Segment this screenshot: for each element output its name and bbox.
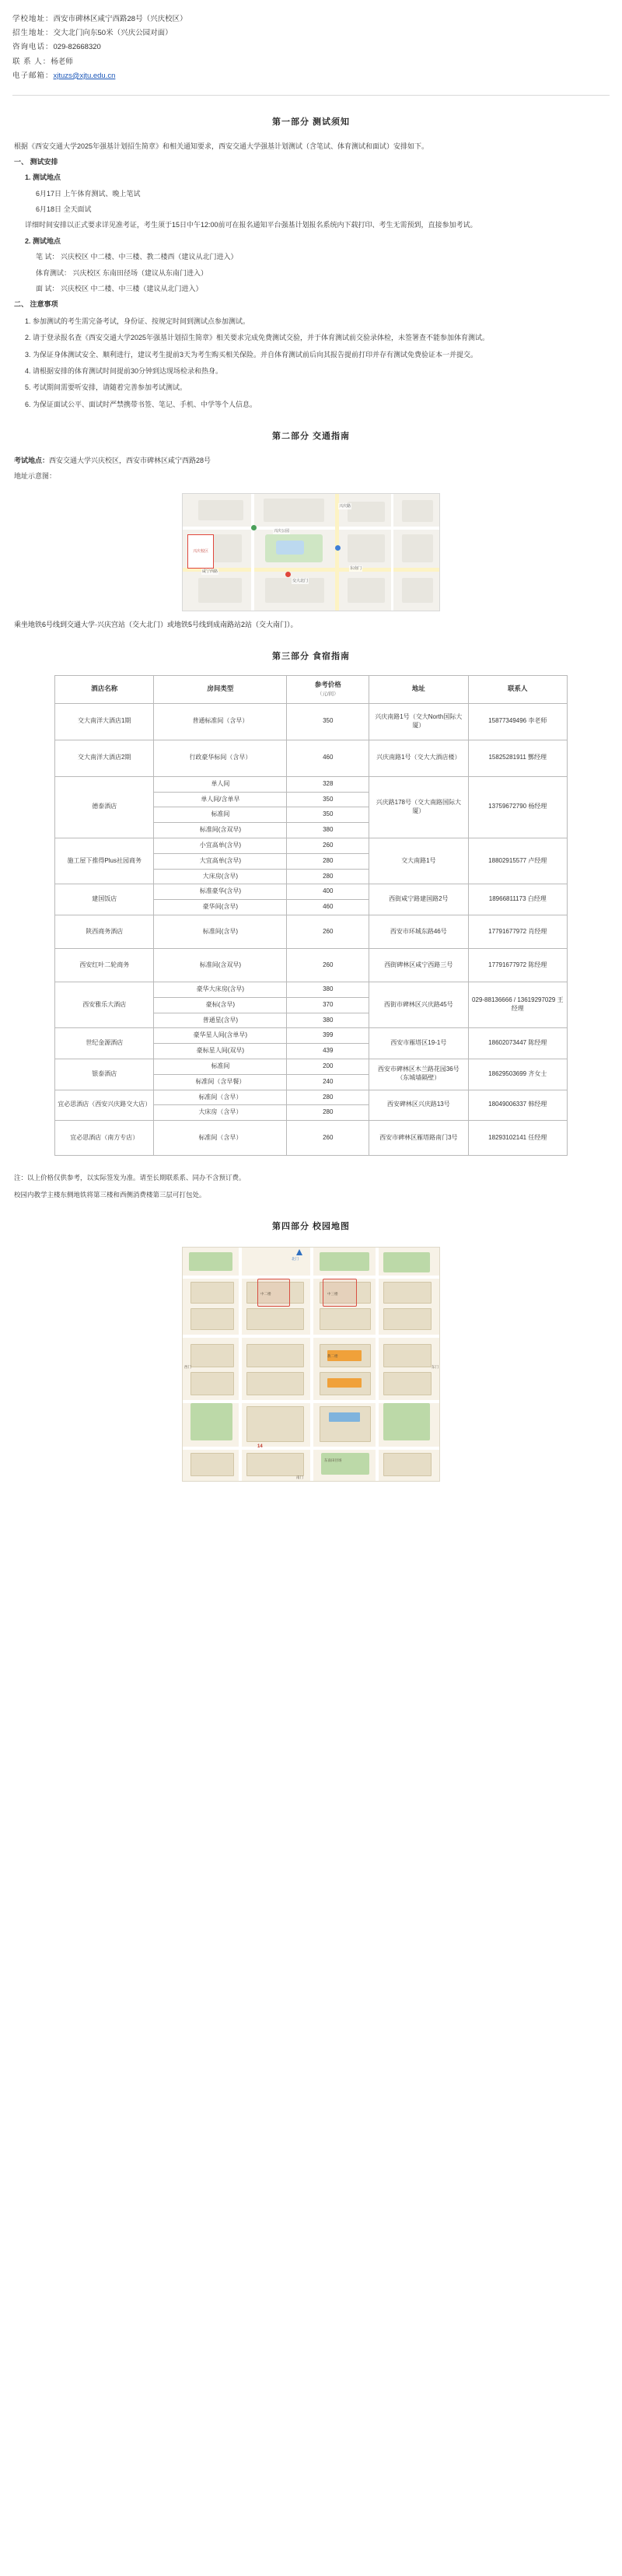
- cell-price: 280: [287, 1105, 369, 1121]
- cell-hotel-name: 西安红叶二轮商务: [55, 948, 154, 982]
- part3-footnotes: [0, 1156, 622, 1200]
- table-row: [55, 703, 568, 740]
- location-map[interactable]: [182, 493, 440, 611]
- cell-address: 西安市环城东路46号: [369, 915, 468, 948]
- campus-label-track: 东南田径场: [324, 1458, 342, 1462]
- campus-label-north-gate: 北门: [292, 1256, 299, 1261]
- cell-contact: 18802915577 卢经理: [468, 838, 567, 884]
- cell-hotel-name: 陕西商务酒店: [55, 915, 154, 948]
- part1-section1-sub: 1. 测试地点: [25, 173, 61, 182]
- map-label-park: 兴庆公园: [274, 528, 290, 534]
- cell-price: 240: [287, 1074, 369, 1090]
- campus-building-12: [246, 1372, 304, 1395]
- cell-hotel-name: 宜必思酒店（西安兴庆路交大店）: [55, 1090, 154, 1121]
- part1-schedule-item-2: 6月18日 全天面试: [36, 205, 92, 214]
- cell-address: 兴庆路178号（交大南路国际大厦）: [369, 776, 468, 838]
- campus-label-east-gate: 东门: [432, 1364, 439, 1369]
- map-road-vertical-3: [391, 494, 393, 611]
- col-price-unit: （元/间）: [316, 691, 339, 697]
- map-block-3: [348, 502, 385, 522]
- col-hotel-name: 酒店名称: [55, 675, 154, 703]
- campus-building-17: [246, 1406, 304, 1442]
- cell-room-type: 标准豪华(含早): [154, 884, 287, 900]
- table-row: [55, 1059, 568, 1074]
- table-row: [55, 884, 568, 900]
- header-line-phone: [12, 41, 610, 53]
- part2-metro-note: 乘坐地铁6号线到交通大学·兴庆宫站（交大北门）或地铁5号线到成南路站2站（交大南门）。: [14, 620, 298, 628]
- campus-road-7: [376, 1248, 379, 1481]
- part1-intro: 根据《西安交通大学2025年强基计划招生简章》和相关通知要求，西安交通大学强基计划测试（含笔试、体育测试和面试）安排如下。: [14, 142, 429, 150]
- map-block-9: [348, 578, 385, 603]
- cell-address: 西安市雁塔区19-1号: [369, 1028, 468, 1059]
- cell-room-type: 豪华星人间(含单早): [154, 1028, 287, 1044]
- cell-address: 兴庆南路1号（交大大酒店楼）: [369, 740, 468, 776]
- map-road-vertical-1: [251, 494, 254, 611]
- cell-address: 西安碑林区兴庆路13号: [369, 1090, 468, 1121]
- cell-address: 西街咸宁路建国路2号: [369, 884, 468, 915]
- part1-place-val-1: 兴庆校区 中二楼、中三楼、教二楼西（建议从北门进入）: [61, 253, 238, 261]
- cell-price: 460: [287, 900, 369, 915]
- cell-hotel-name: 交大南洋大酒店1期: [55, 703, 154, 740]
- cell-room-type: 普通标准间（含早）: [154, 703, 287, 740]
- campus-building-6: [320, 1308, 371, 1330]
- cell-price: 280: [287, 1090, 369, 1105]
- col-room-type: 房间类型: [154, 675, 287, 703]
- contact-header: [0, 0, 622, 89]
- cell-price: 350: [287, 792, 369, 807]
- cell-hotel-name: 宜必思酒店（南方专店）: [55, 1121, 154, 1156]
- value-school-address: 西安市碑林区咸宁西路28号（兴庆校区）: [53, 15, 187, 23]
- campus-building-16: [383, 1372, 432, 1395]
- label-contact: 联 系 人：: [12, 57, 51, 66]
- part2-exam-place-label: 考试地点：: [14, 456, 50, 464]
- cell-contact: 029-88136666 / 13619297029 王经理: [468, 982, 567, 1027]
- campus-green-5: [383, 1403, 430, 1440]
- value-phone: 029-82668320: [53, 43, 101, 52]
- cell-contact: 15825281911 酆经理: [468, 740, 567, 776]
- cell-address: 西安市碑林区雁塔路南门3号: [369, 1121, 468, 1156]
- part1-place-row-2: [14, 268, 608, 278]
- map-block-2: [264, 499, 324, 522]
- part1-note-4: 4. 请根据安排的体育测试时间提前30分钟到达现场检录和热身。: [25, 367, 223, 375]
- campus-building-8: [383, 1308, 432, 1330]
- value-admission-address: 交大北门向东50米（兴庆公园对面）: [53, 29, 173, 38]
- part1-place-row-3: [14, 283, 608, 294]
- part1-section2-sub: 2. 测试地点: [25, 236, 61, 245]
- table-row: [55, 1090, 568, 1105]
- map-label-xianning-road: 咸宁西路: [202, 569, 218, 574]
- map-label-north-gate: 交大北门: [292, 578, 309, 583]
- part1-place-key-1: 笔 试：: [36, 253, 59, 261]
- map-block-4: [402, 500, 433, 522]
- campus-green-4: [190, 1403, 232, 1440]
- map-block-10: [402, 578, 433, 603]
- map-label-southeast-gate: 东南门: [350, 565, 362, 571]
- part1-note-5: 5. 考试期间需要听安排，请随着完善参加考试测试。: [25, 383, 187, 392]
- hotel-table: [54, 675, 568, 1157]
- location-map-wrapper: [0, 493, 622, 611]
- part1-schedule-item-1: 6月17日 上午体育测试、晚上笔试: [36, 189, 141, 198]
- cell-room-type: 单人间/含单早: [154, 792, 287, 807]
- campus-building-19: [190, 1453, 234, 1476]
- map-road-vertical-2: [335, 494, 339, 611]
- cell-contact: 17791677972 肖经理: [468, 915, 567, 948]
- cell-room-type: 豪华间(含早): [154, 900, 287, 915]
- campus-map[interactable]: [182, 1247, 440, 1482]
- part1-place-key-3: 面 试：: [36, 285, 59, 293]
- campus-building-4: [246, 1308, 304, 1330]
- part1-place-val-2: 兴庆校区 东南田径场（建议从东南门进入）: [72, 268, 208, 277]
- cell-contact: 15877349496 李老师: [468, 703, 567, 740]
- campus-highlight-blue-1: [329, 1412, 360, 1422]
- campus-green-1: [189, 1252, 232, 1271]
- cell-contact: 17791677972 陈经理: [468, 948, 567, 982]
- map-road-horizontal-2: [183, 568, 439, 572]
- map-block-8: [198, 578, 242, 603]
- cell-address: 交大南路1号: [369, 838, 468, 884]
- hotel-table-body: [55, 703, 568, 1155]
- part2-exam-place-value: 西安交通大学兴庆校区，西安市碑林区咸宁西路28号: [49, 456, 211, 464]
- cell-hotel-name: 德泰酒店: [55, 776, 154, 838]
- cell-contact: 13759672790 杨经理: [468, 776, 567, 838]
- cell-room-type: 单人间: [154, 776, 287, 792]
- campus-building-7: [383, 1282, 432, 1304]
- map-pin-park[interactable]: [251, 525, 257, 530]
- value-contact: 杨老师: [51, 57, 73, 66]
- header-line-admission-address: [12, 27, 610, 39]
- campus-sports-field: [321, 1453, 369, 1475]
- cell-hotel-name: 西安雅乐大酒店: [55, 982, 154, 1027]
- campus-highlight-orange-2: [327, 1378, 362, 1388]
- col-price-label: 参考价格: [314, 680, 341, 688]
- table-row: [55, 776, 568, 792]
- cell-room-type: 行政豪华标间（含早）: [154, 740, 287, 776]
- cell-price: 260: [287, 1121, 369, 1156]
- table-row: [55, 982, 568, 997]
- cell-hotel-name: 建国饭店: [55, 884, 154, 915]
- table-row: [55, 1028, 568, 1044]
- cell-room-type: 标准间（含早餐）: [154, 1074, 287, 1090]
- part1-body: [0, 141, 622, 411]
- cell-price: 280: [287, 869, 369, 884]
- cell-room-type: 标准间: [154, 807, 287, 823]
- campus-map-wrapper: [0, 1247, 622, 1482]
- map-callout-campus: 兴庆校区: [187, 534, 214, 569]
- campus-building-10: [190, 1372, 234, 1395]
- cell-price: 380: [287, 1013, 369, 1028]
- part1-place-key-2: 体育测试：: [36, 268, 72, 277]
- part1-note-3: 3. 为保证身体测试安全、顺利进行，建议考生提前3天为考生购买相关保险。并自体育测试前后向其报告提前打印并存有测试免费验证本一并提交。: [25, 350, 478, 359]
- part3-footnote-2: 校园内教学主楼东侧地铁将第三楼和西侧消费楼第三层可打包处。: [14, 1190, 206, 1199]
- table-row: [55, 948, 568, 982]
- cell-room-type: 标准间(含双早): [154, 823, 287, 838]
- campus-road-6: [310, 1248, 313, 1481]
- part1-place-row-1: [14, 251, 608, 262]
- campus-building-1: [190, 1282, 234, 1304]
- cell-price: 260: [287, 838, 369, 853]
- part2-title: 第二部分 交通指南: [271, 432, 351, 442]
- cell-address: 兴庆南路1号（交大North国际大厦）: [369, 703, 468, 740]
- part4-title: 第四部分 校园地图: [271, 1222, 351, 1232]
- campus-green-2: [320, 1252, 369, 1271]
- cell-room-type: 豪标(含早): [154, 997, 287, 1013]
- part1-section1-title: 一、 测试安排: [14, 157, 58, 166]
- campus-building-2: [190, 1308, 234, 1330]
- cell-room-type: 标准间: [154, 1059, 287, 1074]
- campus-label-jiao2: 教二楼: [327, 1353, 338, 1358]
- cell-hotel-name: 交大南洋大酒店2期: [55, 740, 154, 776]
- cell-price: 260: [287, 915, 369, 948]
- map-pin-metro[interactable]: [335, 545, 341, 551]
- cell-room-type: 标准间（含早）: [154, 1090, 287, 1105]
- header-line-contact: [12, 56, 610, 68]
- part2-exam-place: [14, 455, 608, 466]
- cell-price: 350: [287, 703, 369, 740]
- part3-footnote-1: 注：以上价格仅供参考，以实际签发为准。请至长期联系系、同办不含预订费。: [14, 1174, 246, 1182]
- cell-price: 328: [287, 776, 369, 792]
- header-line-school-address: [12, 13, 610, 25]
- part1-note-2: 2. 请于登录报名查《西安交通大学2025年强基计划招生简章》相关要求完成免费测试交验，并于体育测试前交验录体检，未签署查不能参加体育测试。: [25, 334, 490, 342]
- cell-room-type: 大宜高单(含早): [154, 853, 287, 869]
- campus-building-21: [383, 1453, 432, 1476]
- campus-label-zhong2: 中二楼: [260, 1291, 271, 1296]
- part1-note-1: 1. 参加测试的考生需完备考试，身份证、按规定时间到测试点参加测试。: [25, 317, 250, 325]
- campus-green-3: [383, 1252, 430, 1272]
- cell-price: 370: [287, 997, 369, 1013]
- campus-building-20: [246, 1453, 304, 1476]
- part1-schedule-note: 详细时间安排以正式要求详见准考证，考生须于15日中午12:00前可在报名通知平台强基计划报名系统内下载打印、考生无需预到，直接参加考试。: [25, 221, 477, 229]
- part2-map-label: 地址示意图：: [14, 472, 57, 481]
- cell-price: 439: [287, 1044, 369, 1059]
- cell-price: 380: [287, 982, 369, 997]
- cell-price: 200: [287, 1059, 369, 1074]
- map-pin-campus[interactable]: [285, 572, 291, 577]
- cell-room-type: 小宜高单(含早): [154, 838, 287, 853]
- part1-section3-title: 二、 注意事项: [14, 300, 58, 309]
- cell-address: 西街碑林区咸宁西路三号: [369, 948, 468, 982]
- header-line-email: [12, 70, 610, 82]
- cell-price: 399: [287, 1028, 369, 1044]
- email-link[interactable]: xjtuzs@xjtu.edu.cn: [53, 71, 116, 80]
- cell-hotel-name: 施工屋下推得Plus社园商务: [55, 838, 154, 884]
- map-block-6: [348, 534, 385, 562]
- cell-price: 400: [287, 884, 369, 900]
- campus-marker-number: 14: [257, 1444, 263, 1449]
- cell-contact: 18293102141 任经理: [468, 1121, 567, 1156]
- cell-price: 380: [287, 823, 369, 838]
- table-row: [55, 740, 568, 776]
- table-row: [55, 915, 568, 948]
- cell-contact: 18966811173 白经理: [468, 884, 567, 915]
- label-email: 电子邮箱：: [12, 71, 54, 80]
- cell-address: 西街市碑林区兴庆路45号: [369, 982, 468, 1027]
- campus-building-18: [320, 1406, 371, 1442]
- cell-price: 350: [287, 807, 369, 823]
- map-block-7: [402, 534, 433, 562]
- cell-room-type: 豪华大床房(含早): [154, 982, 287, 997]
- cell-room-type: 大床房（含早）: [154, 1105, 287, 1121]
- cell-hotel-name: 世纪金源酒店: [55, 1028, 154, 1059]
- cell-room-type: 普通星(含早): [154, 1013, 287, 1028]
- campus-road-5: [239, 1248, 242, 1481]
- table-header-row: [55, 675, 568, 703]
- cell-room-type: 标准间(含双早): [154, 948, 287, 982]
- campus-building-9: [190, 1344, 234, 1367]
- cell-address: 西安市碑林区木兰路花园36号（东城墙隔壁）: [369, 1059, 468, 1090]
- part1-note-6: 6. 为保证面试公平、面试时严禁携带书签、笔记、手机、中学等个人信息。: [25, 400, 257, 408]
- table-row: [55, 838, 568, 853]
- part1-place-val-3: 兴庆校区 中二楼、中三楼（建议从北门进入）: [61, 285, 203, 293]
- cell-contact: 18049006337 韩经理: [468, 1090, 567, 1121]
- label-school-address: 学校地址：: [12, 15, 54, 23]
- cell-contact: 18602073447 陈经理: [468, 1028, 567, 1059]
- table-row: [55, 1121, 568, 1156]
- header-divider: [12, 95, 610, 96]
- part1-notes: [14, 316, 608, 410]
- cell-price: 460: [287, 740, 369, 776]
- cell-room-type: 标准间（含早）: [154, 1121, 287, 1156]
- part1-title: 第一部分 测试须知: [271, 117, 351, 127]
- campus-building-15: [383, 1344, 432, 1367]
- cell-hotel-name: 银泰酒店: [55, 1059, 154, 1090]
- col-address: 地址: [369, 675, 468, 703]
- map-label-xingqing-road: 兴庆路: [339, 503, 351, 509]
- cell-contact: 18629503699 齐女士: [468, 1059, 567, 1090]
- part2-body: [0, 455, 622, 482]
- cell-room-type: 标准间(含早): [154, 915, 287, 948]
- cell-room-type: 大床房(含早): [154, 869, 287, 884]
- label-phone: 咨询电话：: [12, 43, 54, 52]
- part3-title: 第三部分 食宿指南: [271, 651, 351, 661]
- map-block-1: [198, 500, 243, 520]
- map-road-horizontal-1: [183, 527, 439, 530]
- cell-room-type: 豪标星人间(双早): [154, 1044, 287, 1059]
- cell-price: 280: [287, 853, 369, 869]
- label-admission-address: 招生地址：: [12, 29, 54, 38]
- campus-building-11: [246, 1344, 304, 1367]
- cell-price: 260: [287, 948, 369, 982]
- campus-label-west-gate: 西门: [184, 1364, 191, 1369]
- campus-label-south-gate: 南门: [296, 1475, 303, 1479]
- col-price: [287, 675, 369, 703]
- map-water-area: [276, 541, 304, 555]
- campus-north-gate-pin[interactable]: [296, 1249, 302, 1255]
- campus-label-zhong3: 中三楼: [327, 1291, 338, 1296]
- col-contact: 联系人: [468, 675, 567, 703]
